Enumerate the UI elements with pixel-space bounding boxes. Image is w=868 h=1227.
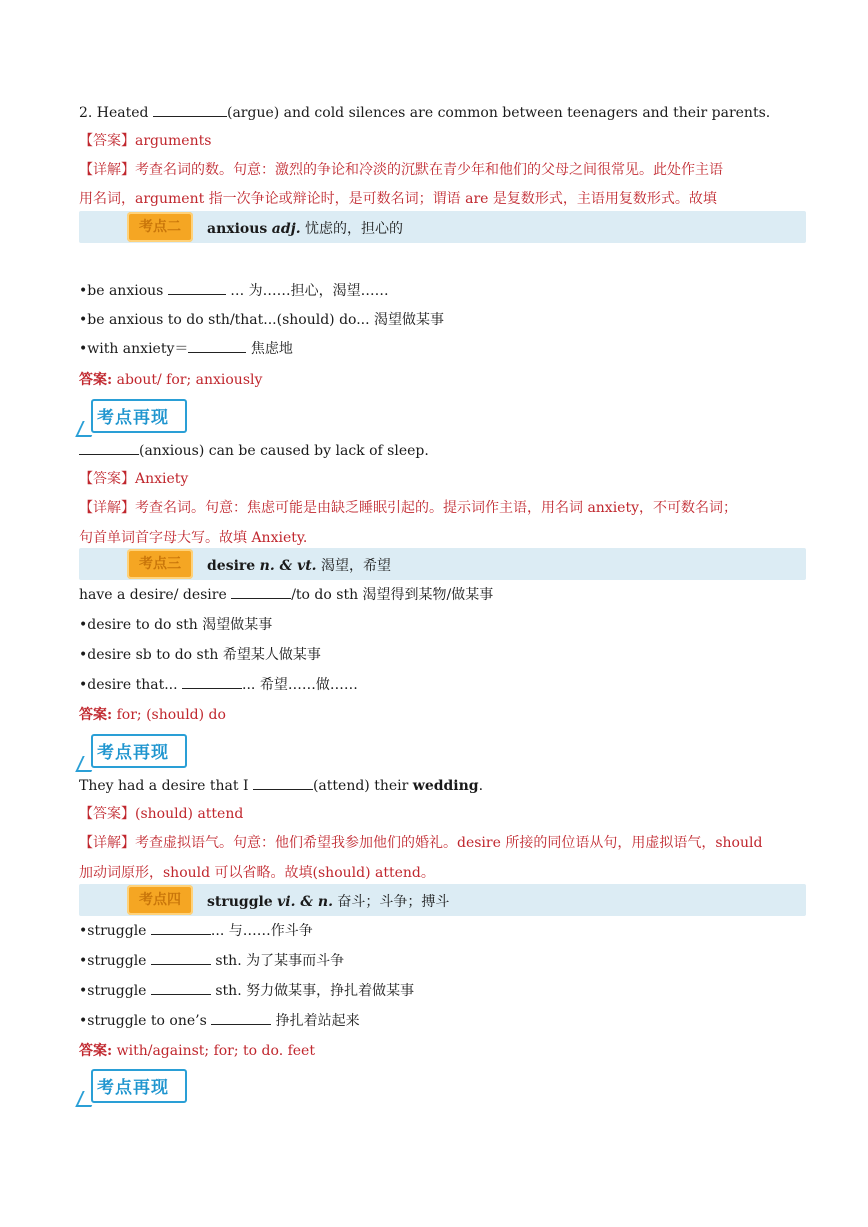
usage-item: •struggle sth. 为了某事而斗争 [79, 953, 345, 969]
usage-item: •be anxious to do sth/that...(should) do... 渴望做某事 [79, 312, 445, 328]
answer-line: 答案: with/against; for; to do. feet [79, 1043, 315, 1059]
usage-item: •desire that... ... 希望……做…… [79, 677, 358, 693]
point-title: struggle vi. & n. 奋斗；斗争；搏斗 [207, 894, 450, 910]
usage-item: •be anxious … 为……担心，渴望…… [79, 283, 389, 299]
usage-item: •desire to do sth 渴望做某事 [79, 617, 273, 633]
question-2: 2. Heated (argue) and cold silences are common between teenagers and their parents. [79, 105, 771, 121]
point-header-anxious [79, 211, 806, 243]
answer-blank [151, 952, 211, 965]
answer-blank [253, 777, 313, 790]
answer-line: 【答案】arguments [79, 133, 212, 149]
point-title: desire n. & vt. 渴望，希望 [207, 558, 392, 574]
answer-line: 【答案】Anxiety [79, 471, 189, 487]
explanation-line: 【详解】考查名词。句意：焦虑可能是由缺乏睡眠引起的。提示词作主语，用名词 anxiety，不可数名词； [79, 500, 738, 516]
answer-blank [211, 1012, 271, 1025]
point-title: anxious adj. 忧虑的，担心的 [207, 221, 404, 237]
answer-blank [182, 676, 242, 689]
review-badge: 考点再现 [79, 734, 187, 768]
answer-line: 答案: about/ for; anxiously [79, 372, 263, 388]
usage-item: •with anxiety＝ 焦虑地 [79, 341, 293, 357]
review-question: (anxious) can be caused by lack of sleep. [79, 442, 429, 460]
explanation-line: 句首单词首字母大写。故填 Anxiety. [79, 530, 308, 546]
point-header-struggle [79, 884, 806, 916]
answer-blank [153, 104, 227, 117]
review-badge: 考点再现 [79, 1069, 187, 1103]
answer-blank [79, 442, 139, 455]
answer-blank [151, 922, 211, 935]
explanation-line: 【详解】考查名词的数。句意：激烈的争论和冷淡的沉默在青少年和他们的父母之间很常见。此处作主语 [79, 162, 723, 178]
explanation-line: 【详解】考查虚拟语气。句意：他们希望我参加他们的婚礼。desire 所接的同位语从句，用虚拟语气，should [79, 835, 763, 851]
usage-item: have a desire/ desire /to do sth 渴望得到某物/做某事 [79, 587, 494, 603]
usage-item: •struggle ... 与……作斗争 [79, 923, 313, 939]
usage-item: •struggle sth. 努力做某事，挣扎着做某事 [79, 983, 415, 999]
explanation-line: 用名词，argument 指一次争论或辩论时，是可数名词；谓语 are 是复数形式，主语用复数形式。故填 [79, 191, 717, 207]
answer-line: 【答案】(should) attend [79, 806, 244, 822]
point-badge: 考点二 [127, 212, 193, 242]
answer-blank [188, 340, 246, 353]
explanation-line: 加动词原形，should 可以省略。故填(should) attend。 [79, 865, 435, 881]
answer-blank [168, 282, 226, 295]
usage-item: •struggle to one’s 挣扎着站起来 [79, 1013, 360, 1029]
answer-blank [231, 586, 291, 599]
point-badge: 考点三 [127, 549, 193, 579]
review-question: They had a desire that I (attend) their wedding. [79, 778, 484, 794]
point-header-desire [79, 548, 806, 580]
answer-line: 答案: for; (should) do [79, 707, 226, 723]
review-badge: 考点再现 [79, 399, 187, 433]
point-badge: 考点四 [127, 885, 193, 915]
usage-item: •desire sb to do sth 希望某人做某事 [79, 647, 321, 663]
answer-blank [151, 982, 211, 995]
